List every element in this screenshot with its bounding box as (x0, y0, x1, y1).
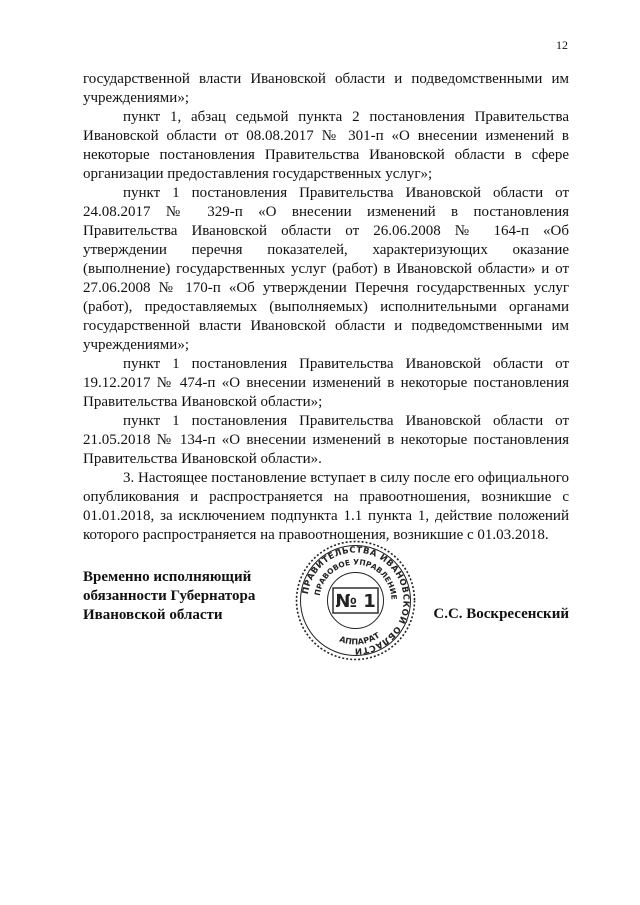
seal-bottom-text: АППАРАТ (338, 630, 382, 647)
signatory-title-line: Ивановской области (83, 607, 223, 623)
paragraph: пункт 1 постановления Правительства Ивановской области от 24.08.2017 № 329-п «О внесении изменений в постановления Правительства Ивановской области от 26.06.2008 № 164-п «Об утверждении перечня показателей, характеризующих оказание (выполнение) государственных услуг (работ) в Ивановской области» и от 27.06.2008 № 170-п «Об утверждении Перечня государственных услуг (работ), предоставляемых (выполняемых) исполнительными органами государственной власти Ивановской области и подведомственными им учреждениями»; (83, 185, 569, 353)
page-number: 12 (556, 38, 568, 52)
paragraph: государственной власти Ивановской области и подведомственными им учреждениями»; (83, 71, 569, 106)
signatory-title-line: Временно исполняющий (83, 569, 252, 585)
document-body (83, 70, 569, 545)
official-seal-stamp (293, 538, 418, 663)
seal-number: № 1 (335, 591, 376, 612)
seal-inner-text: ПРАВОВОЕ УПРАВЛЕНИЕ (312, 557, 399, 601)
paragraph: 3. Настоящее постановление вступает в силу после его официального опубликования и распространяется на правоотношения, возникшие с 01.01.2018, за исключением подпункта 1.1 пункта 1, действие положений которого распространяется на правоотношения, возникшие с 01.03.2018. (83, 470, 569, 543)
paragraph: пункт 1 постановления Правительства Ивановской области от 19.12.2017 № 474-п «О внесении изменений в некоторые постановления Правительства Ивановской области»; (83, 356, 569, 410)
paragraph: пункт 1, абзац седьмой пункта 2 постановления Правительства Ивановской области от 08.08.2017 № 301-п «О внесении изменений в некоторые постановления Правительства Ивановской области в сфере организации предоставления государственных услуг»; (83, 109, 569, 182)
signature-block (83, 545, 569, 708)
signatory-title-line: обязанности Губернатора (83, 588, 256, 604)
seal-outer-text: ПРАВИТЕЛЬСТВА ИВАНОВСКОЙ ОБЛАСТИ (300, 545, 411, 656)
paragraph: пункт 1 постановления Правительства Ивановской области от 21.05.2018 № 134-п «О внесении изменений в некоторые постановления Правительства Ивановской области». (83, 413, 569, 467)
signatory-name: С.С. Воскресенский (433, 606, 569, 622)
signatory-title (83, 568, 255, 625)
